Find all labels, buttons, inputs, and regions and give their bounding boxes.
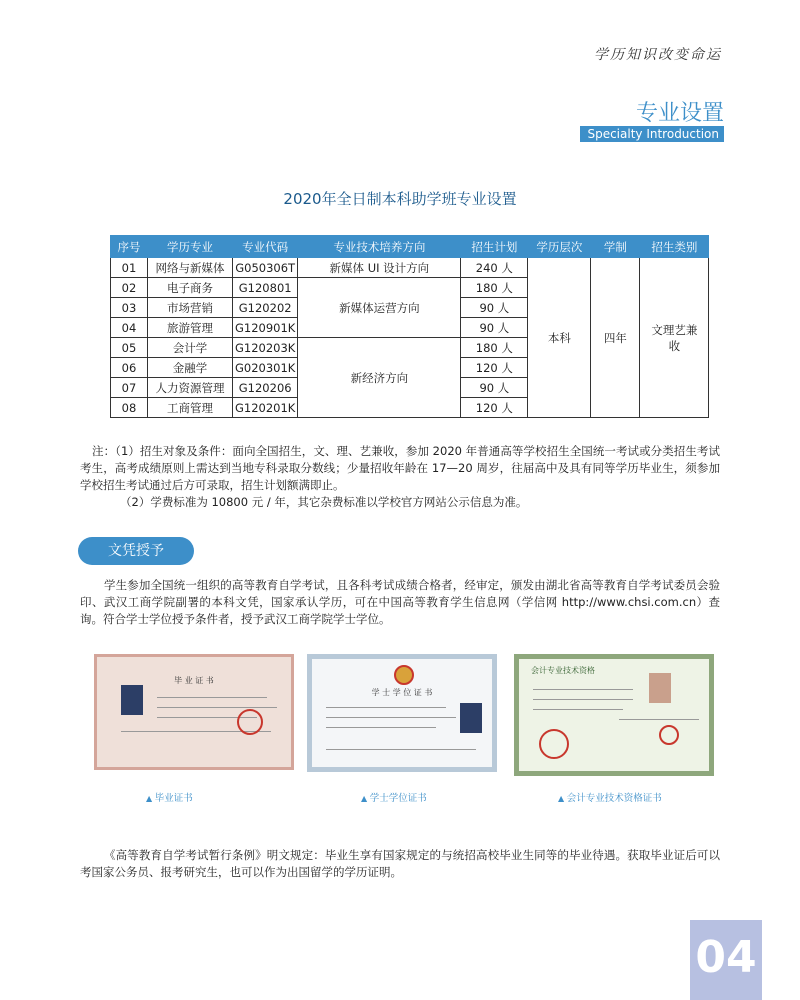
triangle-icon: ▲: [146, 794, 155, 803]
text-line: [533, 699, 633, 700]
row-code: G020301K: [233, 358, 298, 378]
row-major: 金融学: [148, 358, 233, 378]
row-major: 人力资源管理: [148, 378, 233, 398]
header-cell: 招生类别: [640, 236, 709, 258]
certificate-heading: 会计专业技术资格: [531, 666, 595, 675]
seal-icon: [237, 709, 263, 735]
text-line: [533, 689, 633, 690]
duration-cell: 四年: [591, 258, 640, 418]
certificate-heading: 毕 业 证 书: [174, 676, 214, 685]
header-cell: 专业代码: [233, 236, 298, 258]
header-cell: 专业技术培养方向: [298, 236, 461, 258]
diploma-paragraph: 学生参加全国统一组织的高等教育自学考试，且各科考试成绩合格者，经审定，颁发由湖北省高等教育自学考试委员会验印、武汉工商学院副署的本科文凭，国家承认学历，可在中国高等教育学生信息网（学信网 http://www.chsi.com.cn）查询。符合学士学位授予条件者，授予武汉工商学院学士学位。: [80, 578, 720, 626]
row-code: G120206: [233, 378, 298, 398]
row-code: G120201K: [233, 398, 298, 418]
row-code: G120901K: [233, 318, 298, 338]
text-line: [157, 697, 267, 698]
certificate-photo: [460, 703, 482, 733]
closing-paragraph: 《高等教育自学考试暂行条例》明文规定：毕业生享有国家规定的与统招高校毕业生同等的毕业待遇。获取毕业证后可以考国家公务员、报考研究生，也可以作为出国留学的学历证明。: [80, 848, 720, 879]
row-major: 旅游管理: [148, 318, 233, 338]
notes: [80, 443, 720, 511]
row-plan: 120 人: [461, 358, 528, 378]
row-major: 会计学: [148, 338, 233, 358]
header-cell: 招生计划: [461, 236, 528, 258]
row-code: G050306T: [233, 258, 298, 278]
diploma-section-label: 文凭授予: [78, 537, 194, 565]
note-line-1: 注：（1）招生对象及条件：面向全国招生，文、理、艺兼收，参加 2020 年普通高等学校招生全国统一考试或分类招生考试考生，高考成绩原则上需达到当地专科录取分数线；少量招收年龄在 17—20 周岁，往届高中及具有同等学历毕业生，须参加学校招生考试通过后方可录取，招生计划额满即止。: [80, 444, 720, 492]
direction-cell: 新经济方向: [298, 338, 461, 418]
seal-icon: [659, 725, 679, 745]
row-code: G120203K: [233, 338, 298, 358]
row-code: G120801: [233, 278, 298, 298]
slogan: 学历知识改变命运: [594, 47, 722, 63]
row-plan: 120 人: [461, 398, 528, 418]
note-line-2: （2）学费标准为 10800 元 / 年，其它杂费标准以学校官方网站公示信息为准。: [120, 495, 528, 509]
row-plan: 90 人: [461, 298, 528, 318]
row-no: 01: [111, 258, 148, 278]
text-line: [326, 749, 476, 750]
triangle-icon: ▲: [558, 794, 567, 803]
direction-cell: 新媒体 UI 设计方向: [298, 258, 461, 278]
text-line: [619, 719, 699, 720]
certificate-photo: [121, 685, 143, 715]
row-no: 05: [111, 338, 148, 358]
row-major: 工商管理: [148, 398, 233, 418]
text-line: [326, 727, 436, 728]
row-plan: 90 人: [461, 318, 528, 338]
row-plan: 180 人: [461, 338, 528, 358]
graduation-certificate-image: [94, 654, 294, 770]
row-major: 网络与新媒体: [148, 258, 233, 278]
row-no: 06: [111, 358, 148, 378]
header-cell: 学制: [591, 236, 640, 258]
emblem-icon: [394, 665, 414, 685]
seal-icon: [539, 729, 569, 759]
level-cell: 本科: [528, 258, 591, 418]
table-row: [111, 258, 709, 278]
category-cell: 文理艺兼收: [640, 258, 709, 418]
certificate-heading: 学 士 学 位 证 书: [371, 688, 433, 697]
header-cell: 序号: [111, 236, 148, 258]
text-line: [326, 717, 456, 718]
text-line: [533, 709, 623, 710]
table-title: 2020年全日制本科助学班专业设置: [283, 190, 517, 208]
row-plan: 180 人: [461, 278, 528, 298]
row-code: G120202: [233, 298, 298, 318]
row-no: 02: [111, 278, 148, 298]
table-header-row: [111, 236, 709, 258]
row-major: 市场营销: [148, 298, 233, 318]
row-major: 电子商务: [148, 278, 233, 298]
degree-certificate-image: [307, 654, 497, 772]
section-subtitle: Specialty Introduction: [580, 126, 724, 142]
row-no: 08: [111, 398, 148, 418]
header-cell: 学历专业: [148, 236, 233, 258]
text-line: [326, 707, 446, 708]
certificate-caption: ▲ 会计专业技术资格证书: [558, 793, 662, 804]
row-no: 04: [111, 318, 148, 338]
majors-table: [110, 235, 709, 418]
page-number: 04: [690, 920, 762, 1000]
text-line: [157, 707, 277, 708]
triangle-icon: ▲: [361, 794, 370, 803]
accounting-certificate-image: [514, 654, 714, 776]
certificate-caption: ▲ 毕业证书: [146, 793, 193, 804]
row-plan: 240 人: [461, 258, 528, 278]
certificate-photo: [649, 673, 671, 703]
header-cell: 学历层次: [528, 236, 591, 258]
row-plan: 90 人: [461, 378, 528, 398]
section-title: 专业设置: [635, 101, 724, 126]
row-no: 03: [111, 298, 148, 318]
direction-cell: 新媒体运营方向: [298, 278, 461, 338]
certificate-caption: ▲ 学士学位证书: [361, 793, 427, 804]
row-no: 07: [111, 378, 148, 398]
